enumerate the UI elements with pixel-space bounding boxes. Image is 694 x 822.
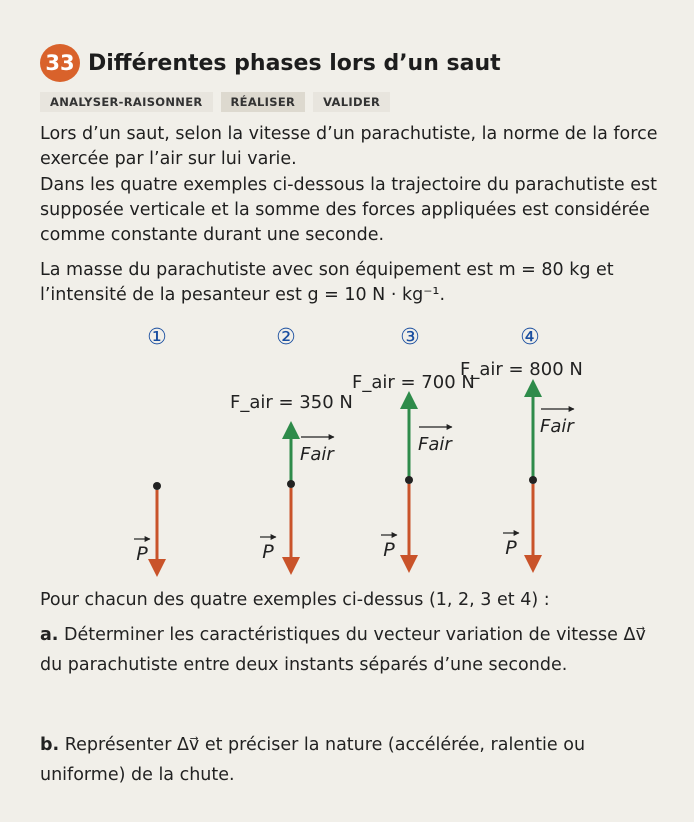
case-4: [460, 359, 583, 564]
question-a: [40, 620, 670, 680]
case-2: [230, 392, 353, 566]
statement-paragraph-2: Dans les quatre exemples ci-dessous la trajectoire du parachutiste est supposée verticale et la somme des forces appliquées est considérée comme constante durant une seconde.: [40, 175, 657, 245]
weight-vector-label: P: [262, 541, 274, 563]
statement-paragraph-1: Lors d’un saut, selon la vitesse d’un parachutiste, la norme de la force exercée par l’air sur lui varie.: [40, 124, 658, 169]
fair-vector-label: Fair: [418, 434, 452, 455]
question-a-text: Déterminer les caractéristiques du vecteur variation de vitesse Δv⃗ du parachutiste entre deux instants séparés d’une seconde.: [40, 625, 646, 675]
fair-value-label: F_air = 800 N: [460, 359, 583, 380]
question-b-letter: b.: [40, 735, 60, 755]
case-number-2: ②: [276, 325, 296, 350]
question-b: [40, 730, 670, 790]
case-number-1: ①: [147, 325, 167, 350]
weight-vector-label: P: [136, 543, 148, 565]
parachutist-point: [153, 482, 161, 490]
question-b-text: Représenter Δv⃗ et préciser la nature (accélérée, ralentie ou uniforme) de la chute.: [40, 735, 586, 785]
forces-diagram: [0, 320, 694, 585]
fair-value-label: F_air = 350 N: [230, 392, 353, 413]
skill-valider: VALIDER: [313, 92, 390, 112]
skill-realiser: RÉALISER: [221, 92, 306, 112]
case-3: [352, 372, 475, 564]
case-number-4: ④: [520, 325, 540, 350]
questions-intro: Pour chacun des quatre exemples ci-dessus (1, 2, 3 et 4) :: [40, 590, 550, 610]
skill-analyser: ANALYSER-RAISONNER: [40, 92, 213, 112]
question-a-letter: a.: [40, 625, 59, 645]
exercise-number-badge: 33: [40, 44, 80, 82]
weight-vector-label: P: [505, 537, 517, 559]
case-number-3: ③: [400, 325, 420, 350]
case-1: [134, 482, 161, 568]
weight-vector-label: P: [383, 539, 395, 561]
exercise-header: [40, 44, 501, 82]
fair-value-label: F_air = 700 N: [352, 372, 475, 393]
parachutist-point: [529, 476, 537, 484]
parachutist-point: [405, 476, 413, 484]
skills-bar: [40, 92, 390, 112]
statement-paragraph-3: La masse du parachutiste avec son équipement est m = 80 kg et l’intensité de la pesanteur est g = 10 N · kg⁻¹.: [40, 260, 614, 305]
exercise-title: Différentes phases lors d’un saut: [88, 50, 501, 76]
parachutist-point: [287, 480, 295, 488]
fair-vector-label: Fair: [540, 416, 574, 437]
fair-vector-label: Fair: [300, 444, 334, 465]
